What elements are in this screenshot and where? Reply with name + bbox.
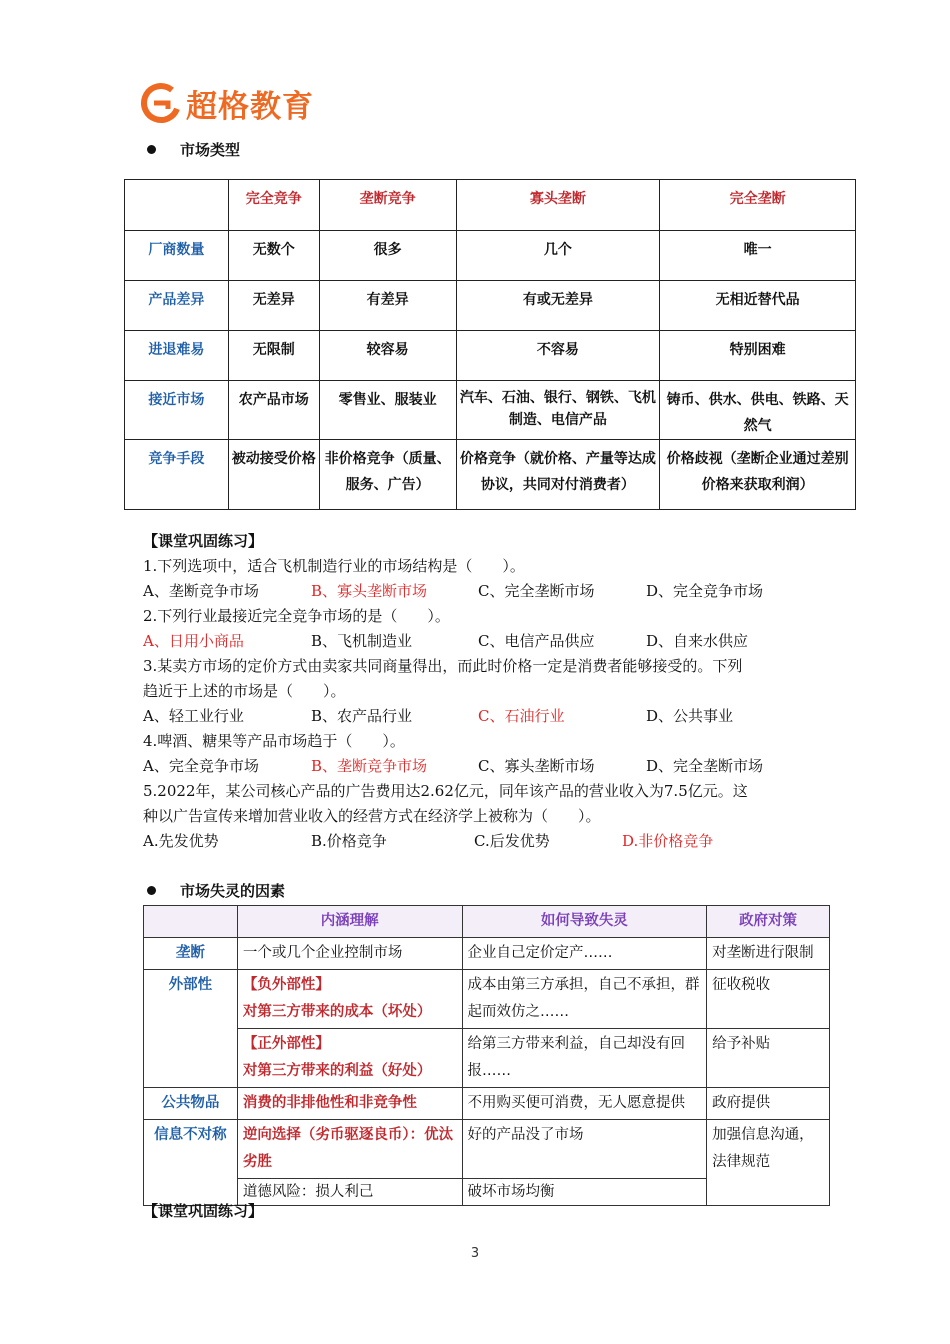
table-cell: 几个 <box>456 231 660 281</box>
table-cell: 很多 <box>319 231 456 281</box>
question-text: 种以广告宣传来增加营业收入的经营方式在经济学上被称为（ ）。 <box>143 807 601 825</box>
col-header: 内涵理解 <box>237 906 462 938</box>
table-cell: 较容易 <box>319 331 456 381</box>
positive-externality-desc: 对第三方带来的利益（好处） <box>242 1063 432 1079</box>
table-cell: 企业自己定价定产…… <box>462 938 707 970</box>
option-a-answer: A、日用小商品 <box>143 632 244 650</box>
table-cell: 无数个 <box>228 231 319 281</box>
section-title: 市场失灵的因素 <box>180 882 286 900</box>
row-header: 信息不对称 <box>144 1120 238 1206</box>
table-cell <box>237 970 462 1029</box>
table-cell: 破坏市场均衡 <box>462 1179 707 1206</box>
market-types-table <box>124 179 856 510</box>
question-text: 5.2022年，某公司核心产品的广告费用达2.62亿元，同年该产品的营业收入为7.5亿元。这 <box>143 782 748 800</box>
practice-heading: 【课堂巩固练习】 <box>143 1202 264 1220</box>
row-header: 产品差异 <box>125 281 229 331</box>
col-header: 政府对策 <box>707 906 830 938</box>
section-heading-market-failure <box>143 880 285 901</box>
option-b: B、农产品行业 <box>311 707 413 725</box>
table-row <box>144 938 830 970</box>
table-header-row <box>144 906 830 938</box>
table-cell: 零售业、服装业 <box>319 381 456 440</box>
col-header: 寡头垄断 <box>456 180 660 231</box>
table-cell: 给予补贴 <box>707 1029 830 1088</box>
table-cell: 价格竞争（就价格、产量等达成协议，共同对付消费者） <box>456 440 660 510</box>
option-c: C、完全垄断市场 <box>478 582 595 600</box>
table-row <box>144 1088 830 1120</box>
table-cell: 好的产品没了市场 <box>462 1120 707 1179</box>
table-cell: 被动接受价格 <box>228 440 319 510</box>
row-header: 公共物品 <box>144 1088 238 1120</box>
option-b: B.价格竞争 <box>311 832 387 850</box>
table-cell: 一个或几个企业控制市场 <box>237 938 462 970</box>
option-c: C.后发优势 <box>474 832 550 850</box>
option-d-answer: D.非价格竞争 <box>622 832 714 850</box>
option-b-answer: B、寡头垄断市场 <box>311 582 428 600</box>
table-row <box>125 331 856 381</box>
table-cell: 给第三方带来利益，自己却没有回报…… <box>462 1029 707 1088</box>
option-d: D、公共事业 <box>646 707 734 725</box>
table-cell: 消费的非排他性和非竞争性 <box>237 1088 462 1120</box>
option-a: A、轻工业行业 <box>143 707 244 725</box>
option-c: C、寡头垄断市场 <box>478 757 595 775</box>
table-header-row <box>125 180 856 231</box>
table-corner-cell <box>125 180 229 231</box>
col-header: 完全垄断 <box>660 180 856 231</box>
option-c-answer: C、石油行业 <box>478 707 565 725</box>
table-cell: 政府提供 <box>707 1088 830 1120</box>
table-cell: 不用购买便可消费，无人愿意提供 <box>462 1088 707 1120</box>
section-heading-market-types <box>143 139 240 160</box>
bullet-icon <box>147 145 156 154</box>
table-cell: 无限制 <box>228 331 319 381</box>
row-header: 进退难易 <box>125 331 229 381</box>
brand-logo <box>140 80 314 126</box>
positive-externality-title: 【正外部性】 <box>242 1036 330 1052</box>
table-cell: 非价格竞争（质量、服务、广告） <box>319 440 456 510</box>
market-failure-table <box>143 905 830 1206</box>
table-cell: 征收税收 <box>707 970 830 1029</box>
table-cell: 铸币、供水、供电、铁路、天然气 <box>660 381 856 440</box>
table-cell: 逆向选择（劣币驱逐良币）：优汰劣胜 <box>237 1120 462 1179</box>
table-cell: 无相近替代品 <box>660 281 856 331</box>
question-text: 1.下列选项中，适合飞机制造行业的市场结构是（ ）。 <box>143 557 525 575</box>
col-header: 如何导致失灵 <box>462 906 707 938</box>
question-text: 4.啤酒、糖果等产品市场趋于（ ）。 <box>143 732 405 750</box>
table-cell: 道德风险：损人利己 <box>237 1179 462 1206</box>
table-cell: 农产品市场 <box>228 381 319 440</box>
table-cell: 无差异 <box>228 281 319 331</box>
question-text: 趋近于上述的市场是（ ）。 <box>143 682 346 700</box>
col-header: 垄断竞争 <box>319 180 456 231</box>
table-cell: 有或无差异 <box>456 281 660 331</box>
table-row <box>125 231 856 281</box>
negative-externality-title: 【负外部性】 <box>242 977 330 993</box>
table-cell <box>237 1029 462 1088</box>
table-cell: 价格歧视（垄断企业通过差别价格来获取利润） <box>660 440 856 510</box>
table-row <box>144 1029 830 1088</box>
row-header: 垄断 <box>144 938 238 970</box>
negative-externality-desc: 对第三方带来的成本（坏处） <box>242 1004 432 1020</box>
table-row <box>144 970 830 1029</box>
question-text: 2.下列行业最接近完全竞争市场的是（ ）。 <box>143 607 450 625</box>
bullet-icon <box>147 886 156 895</box>
table-cell: 加强信息沟通，法律规范 <box>707 1120 830 1206</box>
table-cell: 对垄断进行限制 <box>707 938 830 970</box>
table-cell: 汽车、石油、银行、钢铁、飞机制造、电信产品 <box>456 381 660 440</box>
option-d: D、完全垄断市场 <box>646 757 764 775</box>
logo-text: 超格教育 <box>186 88 314 125</box>
option-a: A.先发优势 <box>143 832 219 850</box>
option-a: A、垄断竞争市场 <box>143 582 259 600</box>
table-row <box>125 440 856 510</box>
row-header: 竞争手段 <box>125 440 229 510</box>
option-d: D、自来水供应 <box>646 632 749 650</box>
col-header: 完全竞争 <box>228 180 319 231</box>
row-header: 外部性 <box>144 970 238 1088</box>
table-cell: 成本由第三方承担，自己不承担，群起而效仿之…… <box>462 970 707 1029</box>
table-cell: 特别困难 <box>660 331 856 381</box>
option-a: A、完全竞争市场 <box>143 757 259 775</box>
option-b-answer: B、垄断竞争市场 <box>311 757 428 775</box>
row-header: 接近市场 <box>125 381 229 440</box>
table-cell: 不容易 <box>456 331 660 381</box>
option-b: B、飞机制造业 <box>311 632 413 650</box>
logo-icon <box>140 82 182 124</box>
table-row <box>144 1120 830 1179</box>
question-text: 3.某卖方市场的定价方式由卖家共同商量得出，而此时价格一定是消费者能够接受的。下列 <box>143 657 743 675</box>
table-corner-cell <box>144 906 238 938</box>
option-c: C、电信产品供应 <box>478 632 595 650</box>
page-number: 3 <box>470 1246 480 1261</box>
table-row <box>125 381 856 440</box>
table-cell: 有差异 <box>319 281 456 331</box>
table-cell: 唯一 <box>660 231 856 281</box>
practice-heading: 【课堂巩固练习】 <box>143 532 264 550</box>
row-header: 厂商数量 <box>125 231 229 281</box>
table-row <box>125 281 856 331</box>
section-title: 市场类型 <box>180 141 241 159</box>
option-d: D、完全竞争市场 <box>646 582 764 600</box>
